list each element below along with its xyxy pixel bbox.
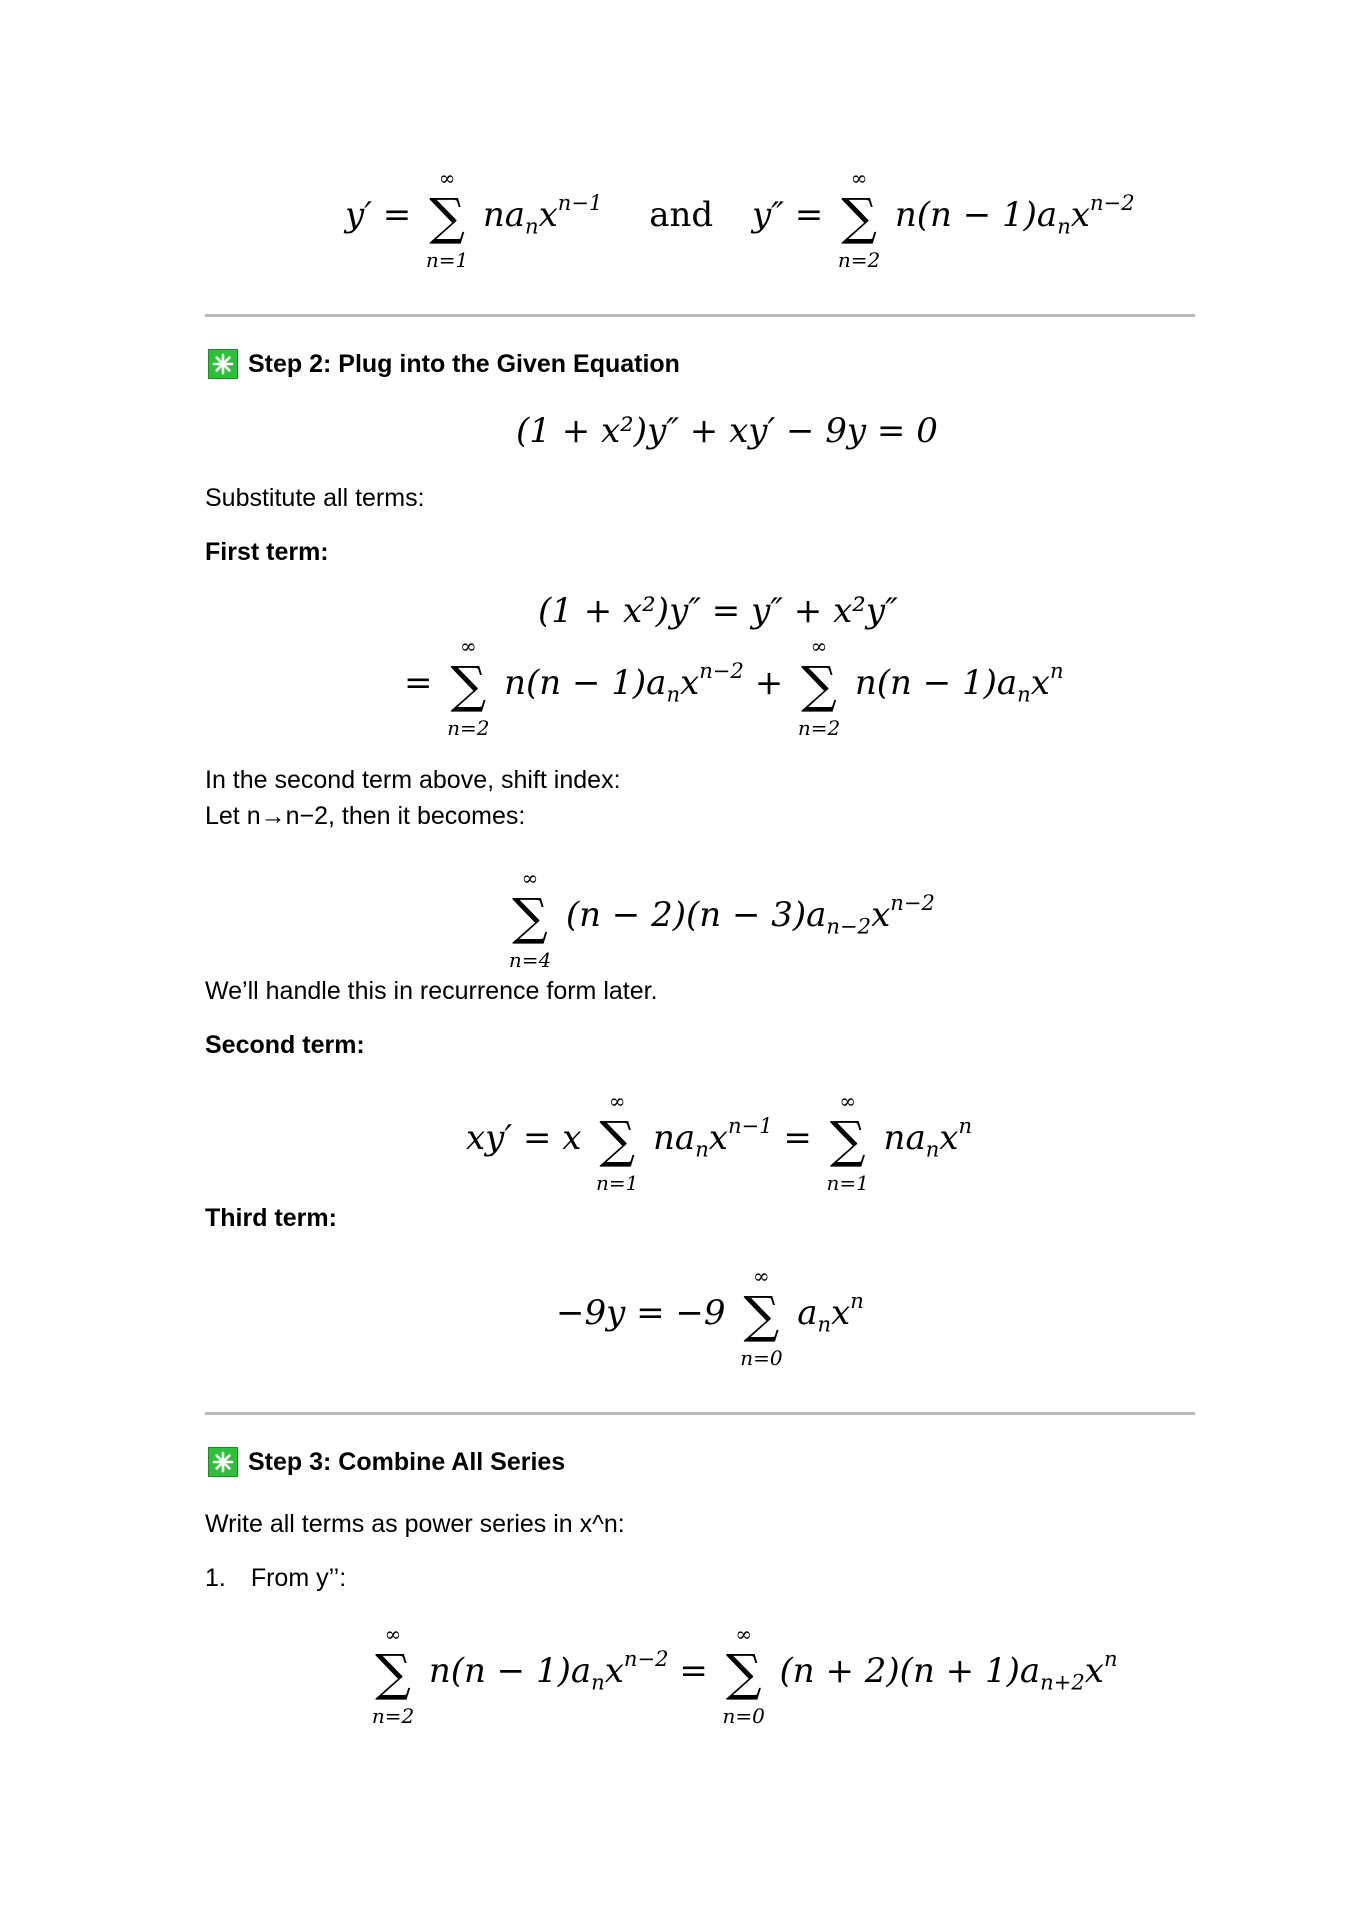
substitute-text: Substitute all terms: <box>205 484 425 512</box>
summation-symbol: ∞ ∑ n=2 <box>837 166 881 272</box>
summation-symbol: ∞ ∑ n=0 <box>740 1264 783 1370</box>
summation-symbol: ∞ ∑ n=4 <box>508 866 552 972</box>
and-connector: and <box>649 195 714 235</box>
summation-symbol: ∞ ∑ n=1 <box>596 1089 639 1195</box>
step-3-heading <box>208 1447 565 1477</box>
step-2-title: Step 2: Plug into the Given Equation <box>248 349 680 378</box>
summation-symbol: ∞ ∑ n=1 <box>826 1089 869 1195</box>
first-term-series: = ∞ ∑ n=2 $n(n - 1)a_nx^{n-2}$ + ∞ ∑ n=2 $n(n - 1)a_nx^n$ <box>404 634 1064 740</box>
summation-symbol: ∞ ∑ n=2 <box>371 1622 415 1728</box>
summation-symbol: ∞ ∑ n=2 <box>447 634 490 740</box>
second-term-label: Second term: <box>205 1031 365 1059</box>
eight-spoked-asterisk-icon <box>208 349 238 379</box>
step-3-title: Step 3: Combine All Series <box>248 1447 566 1476</box>
y-double-prime-reindex-equation: ∞ ∑ n=2 $n(n - 1)a_nx^{n-2}$ = ∞ ∑ n=0 $(n + 2)(n + 1)a_{n+2}x^n$ <box>371 1622 1118 1728</box>
shifted-series: ∞ ∑ n=4 $(n - 2)(n - 3)a_{n-2}x^{n-2}$ <box>508 866 935 972</box>
first-term-expansion: (1 + x²)y″ = y″ + x²y″ <box>538 591 898 631</box>
derivative-series-equation: y′ = ∞ ∑ n=1 $na_nx^{n-1}$ and y″ = ∞ ∑ n=2 $n(n - 1)a_nx^{n-2}$ <box>345 166 1135 272</box>
third-term-series: −9y = −9 ∞ ∑ n=0 $a_nx^n$ <box>556 1264 864 1370</box>
second-term-series: xy′ = x ∞ ∑ n=1 $na_nx^{n-1}$ = ∞ ∑ n=1 $na_nx^n$ <box>466 1089 973 1195</box>
given-equation: (1 + x²)y″ + xy′ − 9y = 0 <box>516 411 938 451</box>
y-prime-lhs: y′ = <box>345 195 412 235</box>
power-series-intro: Write all terms as power series in x^n: <box>205 1510 625 1538</box>
list-item-text: From y’’: <box>250 1564 347 1592</box>
recurrence-note: We’ll handle this in recurrence form later. <box>205 977 658 1005</box>
shift-let-text: Let n→n−2, then it becomes: <box>205 802 526 830</box>
list-item-number: 1. <box>205 1564 226 1592</box>
shift-index-text: In the second term above, shift index: <box>205 766 621 794</box>
section-divider <box>205 314 1195 317</box>
y-double-prime-lhs: y″ = <box>752 195 824 235</box>
eight-spoked-asterisk-icon <box>208 1447 238 1477</box>
list-item-1 <box>205 1564 346 1593</box>
summation-symbol: ∞ ∑ n=2 <box>797 634 841 740</box>
first-term-label: First term: <box>205 538 329 566</box>
section-divider <box>205 1412 1195 1415</box>
third-term-label: Third term: <box>205 1204 337 1232</box>
summation-symbol: ∞ ∑ n=1 <box>425 166 469 272</box>
summation-symbol: ∞ ∑ n=0 <box>722 1622 765 1728</box>
step-2-heading <box>208 349 680 379</box>
